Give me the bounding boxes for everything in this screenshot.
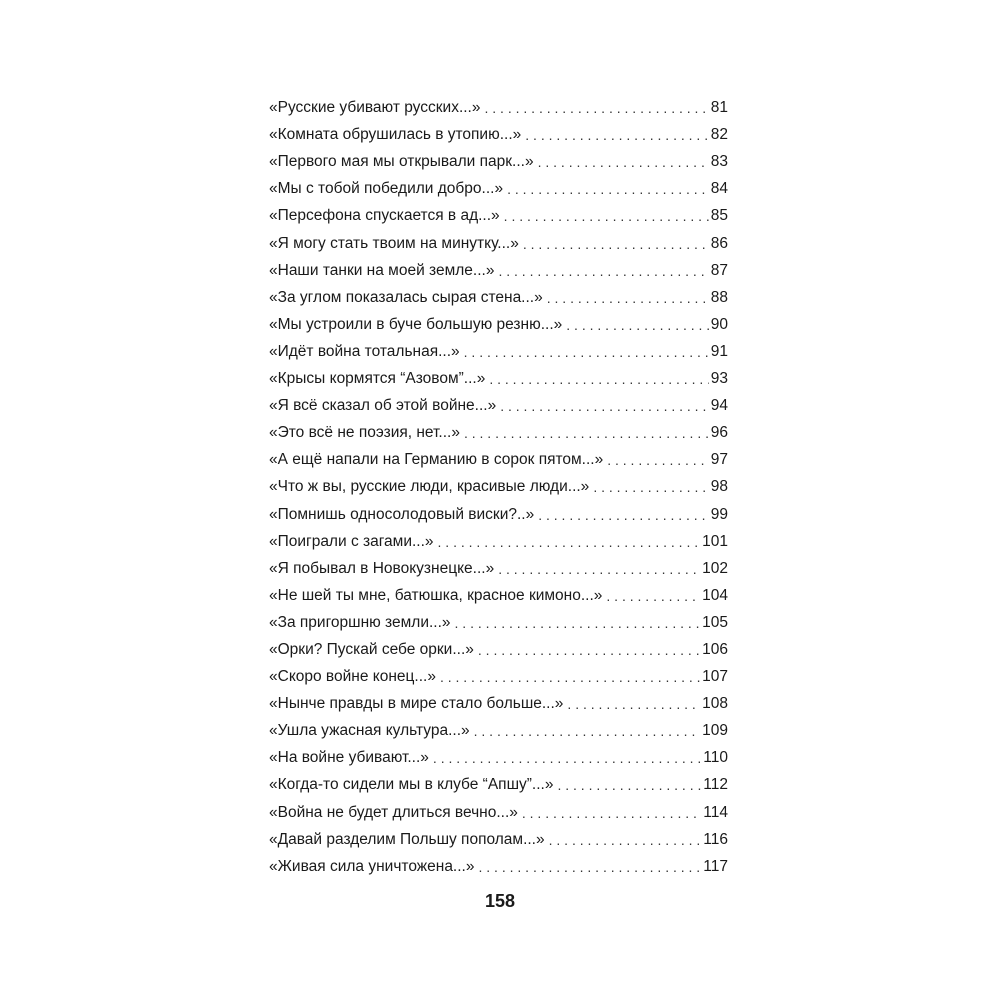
table-of-contents (269, 90, 728, 876)
toc-leader-dots (440, 668, 700, 686)
toc-entry (269, 198, 728, 225)
toc-leader-dots (433, 749, 701, 767)
toc-leader-dots (593, 478, 708, 496)
toc-entry (269, 524, 728, 551)
toc-entry-title: «Наши танки на моей земле...» (269, 261, 495, 279)
toc-entry (269, 632, 728, 659)
toc-entry (269, 361, 728, 388)
toc-entry-title: «Скоро войне конец...» (269, 668, 436, 686)
toc-entry-title: «Персефона спускается в ад...» (269, 207, 500, 225)
toc-entry-title: «Нынче правды в мире стало больше...» (269, 695, 564, 713)
toc-entry-page: 87 (710, 261, 728, 279)
toc-entry-title: «Мы устроили в буче большую резню...» (269, 315, 563, 333)
toc-entry-page: 81 (710, 99, 728, 117)
toc-entry-page: 86 (710, 234, 728, 252)
toc-entry-page: 117 (703, 857, 728, 875)
toc-entry-page: 116 (703, 830, 728, 848)
toc-entry-title: «Не шей ты мне, батюшка, красное кимоно...» (269, 586, 603, 604)
toc-leader-dots (478, 641, 700, 659)
toc-entry-title: «Война не будет длиться вечно...» (269, 803, 518, 821)
toc-entry-title: «Первого мая мы открывали парк...» (269, 153, 534, 171)
toc-entry (269, 280, 728, 307)
toc-entry-title: «Я всё сказал об этой войне...» (269, 397, 497, 415)
toc-entry-page: 102 (702, 559, 728, 577)
toc-entry (269, 605, 728, 632)
toc-entry-page: 108 (702, 695, 728, 713)
toc-leader-dots (498, 560, 700, 578)
toc-entry-page: 99 (710, 505, 728, 523)
toc-leader-dots (566, 316, 708, 334)
toc-entry-page: 94 (710, 397, 728, 415)
toc-entry-page: 106 (702, 640, 728, 658)
toc-leader-dots (606, 587, 700, 605)
toc-entry-title: «А ещё напали на Германию в сорок пятом...» (269, 451, 604, 469)
toc-leader-dots (567, 695, 700, 713)
toc-entry (269, 388, 728, 415)
toc-entry-page: 101 (702, 532, 728, 550)
toc-leader-dots (474, 722, 701, 740)
toc-entry (269, 849, 728, 876)
toc-entry-title: «Живая сила уничтожена...» (269, 857, 475, 875)
toc-entry-title: «Когда-то сидели мы в клубе “Апшу”...» (269, 776, 554, 794)
toc-entry-page: 83 (710, 153, 728, 171)
toc-entry-title: «Комната обрушилась в утопию...» (269, 126, 522, 144)
toc-entry-title: «Это всё не поэзия, нет...» (269, 424, 460, 442)
toc-entry-title: «Идёт война тотальная...» (269, 342, 460, 360)
page-number: 158 (484, 891, 516, 911)
toc-entry-page: 91 (710, 342, 728, 360)
toc-entry (269, 334, 728, 361)
toc-leader-dots (557, 776, 701, 794)
toc-entry-title: «За углом показалась сырая стена...» (269, 288, 543, 306)
toc-entry (269, 551, 728, 578)
toc-entry-page: 85 (710, 207, 728, 225)
toc-entry-page: 96 (710, 424, 728, 442)
toc-entry-title: «На войне убивают...» (269, 749, 429, 767)
toc-leader-dots (538, 506, 709, 524)
toc-entry-page: 112 (703, 776, 728, 794)
toc-leader-dots (507, 180, 709, 198)
toc-entry (269, 469, 728, 496)
toc-entry-page: 84 (710, 180, 728, 198)
toc-entry-page: 107 (702, 668, 728, 686)
toc-entry-page: 90 (710, 315, 728, 333)
toc-entry (269, 740, 728, 767)
toc-leader-dots (455, 614, 701, 632)
toc-entry (269, 415, 728, 442)
toc-entry (269, 794, 728, 821)
toc-leader-dots (500, 397, 709, 415)
toc-leader-dots (607, 451, 709, 469)
toc-leader-dots (525, 126, 708, 144)
toc-entry-page: 93 (710, 370, 728, 388)
toc-entry-page: 82 (710, 126, 728, 144)
toc-entry (269, 578, 728, 605)
toc-entry (269, 144, 728, 171)
toc-leader-dots (478, 858, 701, 876)
toc-entry-title: «Что ж вы, русские люди, красивые люди...» (269, 478, 590, 496)
toc-leader-dots (498, 262, 708, 280)
toc-entry-page: 97 (710, 451, 728, 469)
toc-leader-dots (438, 533, 701, 551)
toc-leader-dots (489, 370, 708, 388)
toc-entry-title: «Мы с тобой победили добро...» (269, 180, 504, 198)
toc-leader-dots (464, 424, 709, 442)
toc-entry-page: 105 (702, 613, 728, 631)
toc-entry-page: 109 (702, 722, 728, 740)
toc-entry (269, 822, 728, 849)
toc-entry (269, 171, 728, 198)
toc-entry (269, 659, 728, 686)
toc-leader-dots (547, 289, 709, 307)
toc-entry-page: 88 (710, 288, 728, 306)
toc-entry (269, 496, 728, 523)
toc-leader-dots (484, 99, 708, 117)
toc-leader-dots (522, 804, 701, 822)
toc-entry (269, 117, 728, 144)
toc-entry-title: «Орки? Пускай себе орки...» (269, 640, 474, 658)
toc-entry-page: 114 (703, 803, 728, 821)
toc-entry-title: «Русские убивают русских...» (269, 99, 481, 117)
toc-entry (269, 686, 728, 713)
toc-entry (269, 253, 728, 280)
toc-leader-dots (523, 235, 709, 253)
toc-leader-dots (549, 831, 702, 849)
toc-entry (269, 767, 728, 794)
toc-entry-title: «Помнишь односолодовый виски?..» (269, 505, 535, 523)
toc-entry-title: «Я побывал в Новокузнецке...» (269, 559, 495, 577)
toc-entry-title: «Поиграли с загами...» (269, 532, 434, 550)
toc-entry-title: «Ушла ужасная культура...» (269, 722, 470, 740)
toc-entry-page: 104 (702, 586, 728, 604)
toc-entry-title: «Я могу стать твоим на минутку...» (269, 234, 519, 252)
toc-entry (269, 307, 728, 334)
toc-leader-dots (464, 343, 709, 361)
toc-entry-title: «Крысы кормятся “Азовом”...» (269, 370, 486, 388)
toc-entry (269, 713, 728, 740)
toc-entry-title: «Давай разделим Польшу пополам...» (269, 830, 545, 848)
toc-entry-title: «За пригоршню земли...» (269, 613, 451, 631)
toc-entry (269, 90, 728, 117)
toc-entry-page: 98 (710, 478, 728, 496)
toc-leader-dots (538, 153, 709, 171)
toc-entry (269, 225, 728, 252)
toc-leader-dots (504, 207, 709, 225)
toc-entry (269, 442, 728, 469)
toc-entry-page: 110 (703, 749, 728, 767)
